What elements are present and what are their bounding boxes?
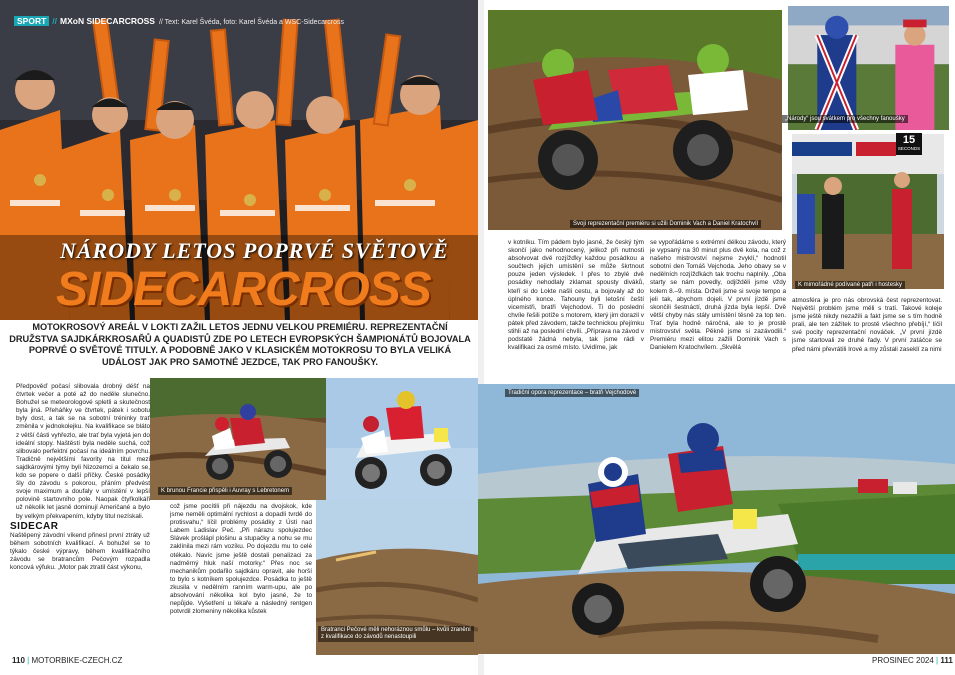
column-right-c-paragraph: atmosféra je pro nás obrovská čest reprezentovat. Největší problém jsme měli s tratí. Takové koleje jsme ještě nikdy nezažili a fakt jsme se s tím hodně prali, ale ten zážitek to prostě všechno přebíjí,“ líčil své pocity reprezentační nováček. „V první jízdě jsme startovali ze druhé řady. V první zatáčce se před námi převrátili Irové a my zůstali zaseklí za nimi [792, 297, 942, 353]
header-separator: // [52, 16, 58, 26]
issue-label: PROSINEC 2024 [872, 656, 934, 665]
footer-left: 110 | MOTORBIKE-CZECH.CZ [12, 656, 123, 665]
caption-vejchoda: Tradiční opora reprezentace – bratři Vejchodové [505, 389, 639, 397]
header-credit: // Text: Karel Švéda, foto: Karel Švéda a WSC-Sidecarcross [158, 19, 345, 26]
column-right-b [650, 239, 786, 379]
hero-title: SIDECARCROSS [56, 263, 431, 316]
photo-france-sidecar [150, 378, 326, 500]
caption-pec [318, 626, 474, 642]
header-topic: MXoN SIDECARCROSS [60, 16, 155, 26]
caption-vach: Svoji reprezentační premiéru si užili Dominik Vach a Daniel Kratochvíl [570, 220, 761, 228]
photo-jumping-sidecar [326, 378, 478, 500]
timer-board [896, 133, 922, 155]
footer-right: PROSINEC 2024 | 111 [872, 656, 953, 665]
subhead-sidecar: SIDECAR [10, 520, 59, 532]
section-label: SPORT [14, 16, 49, 26]
photo-hostesses [792, 134, 944, 289]
photo-vach-sidecar [488, 10, 782, 230]
caption-pec-text: Bratranci Pečové měli nehoráznou smůlu – kvůli zranění z kvalifikace do závodů nenastoupili [321, 627, 471, 640]
column-middle-paragraph: což jsme pocítili při nájezdu na dvojskok, kde jsme neměli optimální rychlost a dopadli tvrdě do protisvahu,“ líčil problémy posádky z Ústí nad Labem Ladislav Peč. „Při nárazu spolujezdec Slávek prošlápl plošinu a stupačky a nohu se mu zaklínila mezi rám vozíku. Po dojezdu mu to celé otékalo. Navíc jsme ještě dostali penalizaci za nadměrný hluk naší motorky.“ Přes noc se mechanikům podařilo sajdkáru opravit, ale horší to bylo s kotníkem spolujezdce. Posádka to ještě zkusila v nedělním ranním warm-upu, ale po absolvování několika kol bylo jasné, že to nepůjde. Vyšetření u lékaře a následný rentgen potvrdil zlomeniny několika kůstek [170, 503, 312, 616]
site-name: MOTORBIKE-CZECH.CZ [31, 656, 123, 665]
column-left-paragraph-1: Předpověď počasí slibovala drobný déšť na čtvrtek večer a poté až do neděle slunečno. Bohužel se meteorologové spletli a skutečnost byla jiná. Přeháňky ve čtvrtek, pátek i sobotu byly dost, a tak se na sobotní tréninky trať změnila v jednokolejku. Na kvalifikace se bláto z větší části vyhřezlo, ale trať byla vyjetá jen do ideální stopy. Naštěstí byla neděle suchá, což slibovalo perfektní počasí na ideálním povrchu. Tradičně největšími favority na titul mezi sajdkárovými týmy byli Nizozemci a čekalo se, kdo se popere o další příčky. České posádky šly do závodu s pokorou, přáním předvést svoje maximum a doufaly v umístění v lepší polovině startovního pole. Naopak čtyřkolkáři už několik let jasně dominují Američané a bylo by velkým překvapením, kdyby titul nezískali. [16, 383, 150, 520]
column-left-paragraph-2: Naštěpený závodní víkend přinesl první ztráty už během sobotních kvalifikací. A bohužel se to týkalo české výpravy, během kvalifikačního závodu se bratrancům Pečovým rozpadla koncová výfuku. „Motor pak ztratil část výkonu, [10, 531, 150, 572]
timer-unit: SECONDS [897, 146, 921, 151]
column-right-a [508, 239, 644, 379]
column-right-a-paragraph: v kotníku. Tím pádem bylo jasné, že český tým skončí jako nehodnocený, jelikož při nutnosti absolvovat dvě rozjížďky každou posádkou a součtech jejich umístění se může škrtnout pouze jeden výsledek. I přes to zbylé dvě posádky nehodlaly zklamat spousty diváků, kteří si do Lokte našli cestu, a bojovaly až do úplného konce. Tahouny byli letošní čeští vicemistři, bratři Vejchodovi. Ti do poslední chvíle řešili potíže s motorem, který jim dorazil v pátek před závodem, takže technickou přejímku stihli až na poslední chvíli. „Příprava na závod v podstatě žádná nebyla, tak jsme rádi v kvalifikaci za osmé místo. Uvidíme, jak [508, 239, 644, 352]
hero-subtitle: NÁRODY LETOS POPRVÉ SVĚTOVĚ [60, 238, 449, 263]
column-right-c [792, 297, 942, 379]
column-middle [170, 503, 312, 653]
section-header [14, 16, 344, 26]
column-left [10, 383, 150, 651]
page-number-left: 110 [12, 656, 25, 665]
lead-paragraph: MOTOKROSOVÝ AREÁL V LOKTI ZAŽIL LETOS JEDNU VELKOU PREMIÉRU. REPREZENTAČNÍ DRUŽSTVA SAJDKÁRKROSAŘŮ A QUADISTŮ ZDE PO LETECH EVROPSKÝCH ŠAMPIONÁTŮ BOJOVALA POPRVÉ O SVĚTOVÉ TITULY. A PODOBNĚ JAKO V KLASICKÉM MOTOKROSU TO BYLA VELIKÁ UDÁLOST JAK PRO SAMOTNÉ JEZDCE, TAK PRO FANOUŠKY. [9, 322, 471, 367]
photo-vejchoda-sidecar [478, 384, 955, 654]
page-number-right: 111 [940, 656, 953, 665]
caption-fans: „Národy“ jsou svátkem pro všechny fanoušky [782, 115, 908, 123]
caption-france: K brunou Francie přispěli i Auvray s Lebretonem [158, 487, 292, 495]
column-right-b-paragraph: se vypořádáme s extrémní délkou závodu, který je vypsaný na 30 minut plus dvě kola, na což z našeho mistrovství nejsme zvyklí,“ hodnotil sobotní den Tomáš Vejchoda. Jeho obavy se v nedělních rozjížďkách tak trochu naplnily. „Oba starty se nám povedly, odjížděli jsme vždy kolem 8.–9. místa. Drželi jsme si svoje tempo a jeli tak, abychom dojeli. V první jízdě jsme skončili šestnáctí, druhá jízda byla lepší. Dvě větší chyby nás stály umístění těsně za top ten. Trať byla hodně náročná, ale to je prostě mistrovství světa. Pěkně jsme si zazávodili.“ Premiéru mezi elitou zažili Dominik Vach s Danielem Kratochvílem. „Skvělá [650, 239, 786, 352]
photo-fans [786, 4, 951, 132]
caption-hostesses: K mimořádné podívané patří i hostesky [795, 281, 905, 289]
timer-value: 15 [902, 134, 916, 146]
